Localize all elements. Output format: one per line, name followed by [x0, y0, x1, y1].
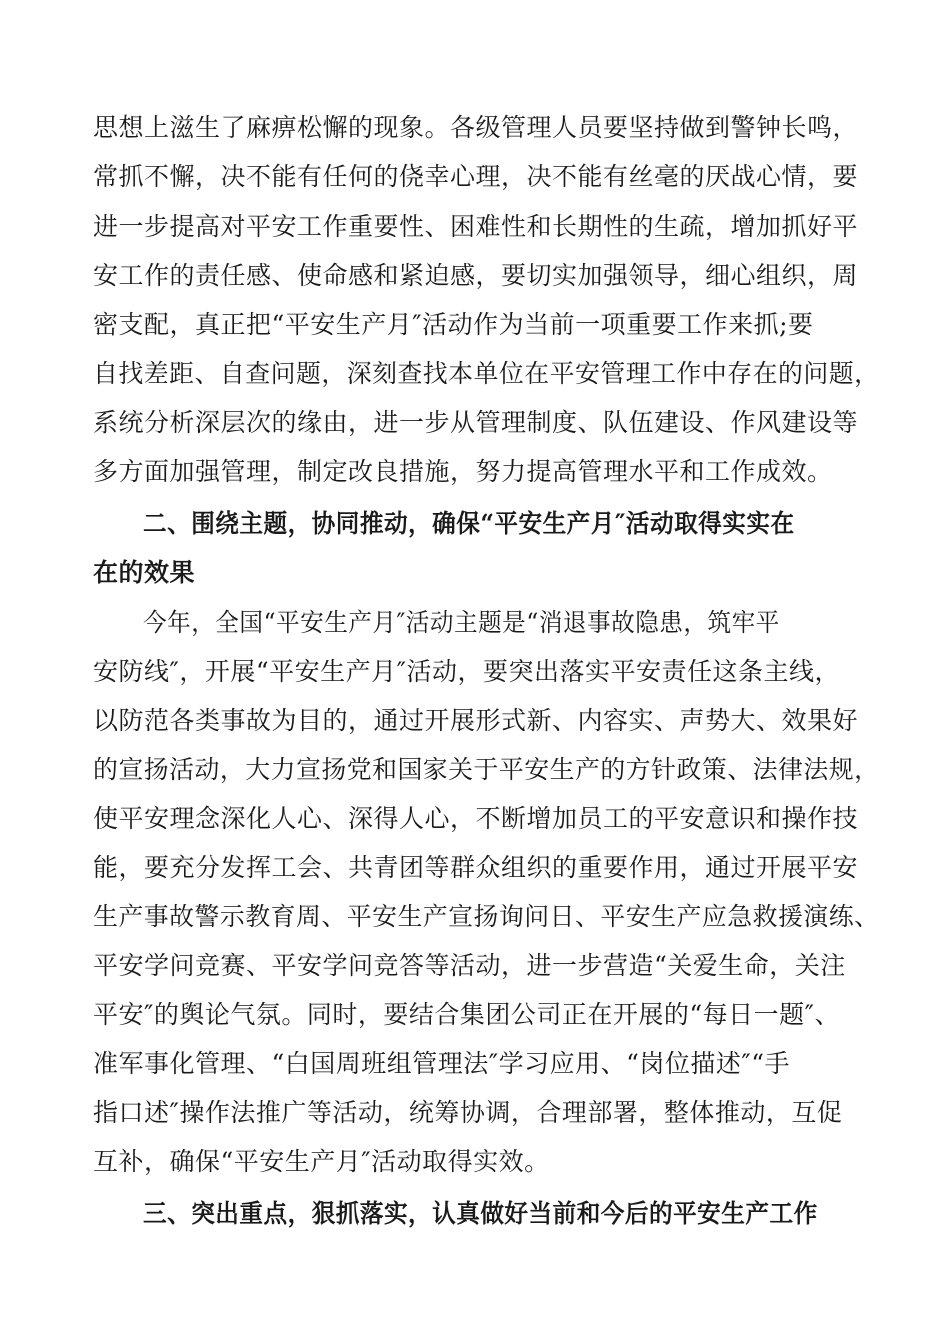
paragraph-line: 平安学问竞赛、平安学问竞答等活动，进一步营造“关爱生命，关注 — [93, 951, 846, 980]
paragraph-line: 自找差距、自查问题，深刻查找本单位在平安管理工作中存在的问题， — [93, 359, 880, 388]
paragraph-line: 生产事故警示教育周、平安生产宣扬询问日、平安生产应急救援演练、 — [93, 902, 880, 931]
section-heading-3: 三、突出重点，狠抓落实，认真做好当前和今后的平安生产工作 — [143, 1199, 818, 1228]
paragraph-line: 多方面加强管理，制定改良措施，努力提高管理水平和工作成效。 — [93, 457, 833, 486]
paragraph-line: 安防线″，开展“平安生产月″活动，要突出落实平安责任这条主线， — [93, 657, 840, 686]
paragraph-line: 使平安理念深化人心、深得人心，不断增加员工的平安意识和操作技 — [93, 804, 859, 833]
paragraph-line: 思想上滋生了麻痹松懈的现象。各级管理人员要坚持做到警钟长鸣， — [93, 113, 859, 142]
section-heading-2: 二、围绕主题，协同推动，确保“平安生产月″活动取得实实在 — [143, 509, 795, 538]
paragraph-line: 常抓不懈，决不能有任何的侥幸心理，决不能有丝毫的厌战心情，要 — [93, 162, 859, 191]
paragraph-line: 今年，全国“平安生产月″活动主题是“消退事故隐患，筑牢平 — [143, 608, 780, 637]
paragraph-line: 互补，确保“平安生产月″活动取得实效。 — [93, 1147, 550, 1176]
paragraph-line: 指口述″操作法推广等活动，统筹协调，合理部署，整体推动，互促 — [93, 1098, 843, 1127]
paragraph-line: 安工作的责任感、使命感和紧迫感，要切实加强领导，细心组织，周 — [93, 261, 859, 290]
paragraph-line: 密支配，真正把“平安生产月″活动作为当前一项重要工作来抓;要 — [93, 310, 814, 339]
paragraph-line: 进一步提高对平安工作重要性、困难性和长期性的生疏，增加抓好平 — [93, 212, 859, 241]
paragraph-line: 以防范各类事故为目的，通过开展形式新、内容实、声势大、效果好 — [93, 706, 859, 735]
paragraph-line: 系统分析深层次的缘由，进一步从管理制度、队伍建设、作风建设等 — [93, 408, 859, 437]
paragraph-line: 准军事化管理、“白国周班组管理法″学习应用、“岗位描述″“手 — [93, 1049, 791, 1078]
paragraph-line: 能，要充分发挥工会、共青团等群众组织的重要作用，通过开展平安 — [93, 853, 859, 882]
paragraph-line: 平安″的舆论气氛。同时，要结合集团公司正在开展的“每日一题″、 — [93, 1000, 840, 1029]
section-heading-2-cont: 在的效果 — [93, 558, 196, 587]
paragraph-line: 的宣扬活动，大力宣扬党和国家关于平安生产的方针政策、法律法规， — [93, 755, 880, 784]
